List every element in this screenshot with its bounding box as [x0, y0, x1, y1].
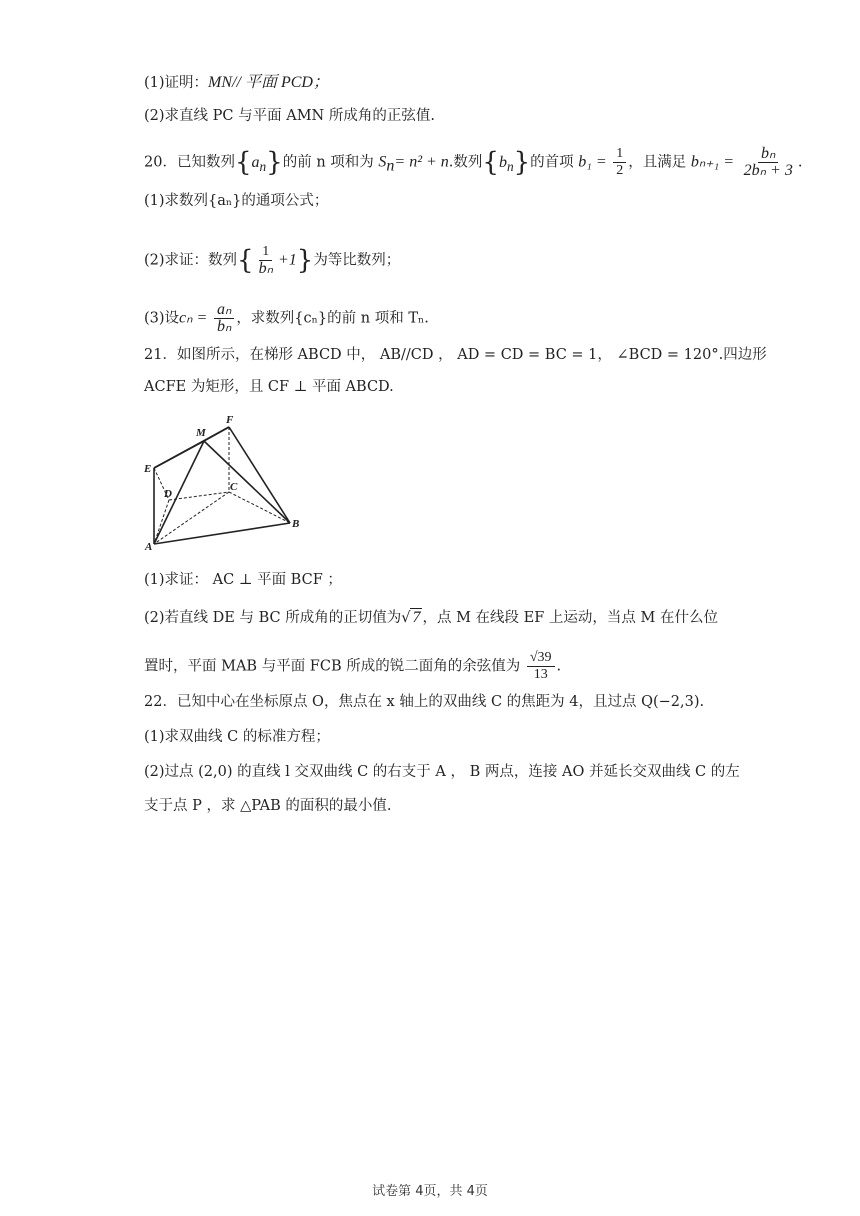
- q21-line1: 21．如图所示，在梯形 ABCD 中， AB//CD ， AD = CD = BC = 1， ∠BCD = 120°.四边形: [144, 347, 767, 363]
- q22-part1: (1)求双曲线 C 的标准方程；: [144, 729, 330, 745]
- q21-part2b: 置时，平面 MAB 与平面 FCB 所成的锐二面角的余弦值为 $\frac{√39}{13}$ .: [144, 650, 562, 682]
- q20-part3: (3)设cₙ = $\frac{\text{aₙ}}{\text{bₙ}}$ ，求数列{cₙ}的前 n 项和 Tₙ.: [144, 301, 429, 335]
- label-A: A: [145, 541, 153, 553]
- q22-part2a: (2)过点 (2,0) 的直线 l 交双曲线 C 的右支于 A ， B 两点，连接 AO 并延长交双曲线 C 的左: [144, 764, 740, 780]
- q21-figure: [140, 408, 320, 554]
- label-C: C: [230, 481, 238, 493]
- label-B: B: [292, 518, 300, 530]
- label-E: E: [144, 463, 152, 475]
- q20-intro: 20．已知数列$\{a_n\}$的前 n 项和为 $S_n= n^2 + n$.数列$\{b_n\}$的首项 b₁ = $\frac{1}{2}$ ，且满足 bₙ₊₁ = $\frac{\text{bₙ}}{\text{2bₙ + 3}}$ .: [144, 145, 803, 179]
- label-M: M: [196, 427, 206, 439]
- page-footer: 试卷第 4页，共 4页: [372, 1184, 488, 1199]
- q22-part2b: 支于点 P ，求 △PAB 的面积的最小值.: [144, 798, 392, 814]
- q21-part2a: (2)若直线 DE 与 BC 所成角的正切值为√ 7 ，点 M 在线段 EF 上运动，当点 M 在什么位: [144, 609, 718, 626]
- q22-line1: 22．已知中心在坐标原点 O，焦点在 x 轴上的双曲线 C 的焦距为 4，且过点 Q(−2,3).: [144, 694, 705, 710]
- label-F: F: [226, 414, 234, 426]
- q21-part1: (1)求证： AC ⊥ 平面 BCF ；: [144, 572, 342, 588]
- q19-part2: (2)求直线 PC 与平面 AMN 所成角的正弦值.: [144, 108, 435, 124]
- label-D: D: [164, 488, 172, 500]
- q21-line2: ACFE 为矩形，且 CF ⊥ 平面 ABCD.: [144, 379, 394, 395]
- half-fraction: $\frac{1}{2}$: [613, 146, 626, 179]
- recurrence-fraction: $\frac{\text{bₙ}}{\text{2bₙ + 3}}$: [743, 145, 793, 179]
- q20-part2: (2)求证：数列{ $\frac{1}{\text{bₙ}}$ +1}为等比数列；: [144, 244, 401, 277]
- q20-part1: (1)求数列{aₙ}的通项公式；: [144, 193, 329, 209]
- q19-part1: (1)证明：MN// 平面 PCD；: [144, 74, 329, 91]
